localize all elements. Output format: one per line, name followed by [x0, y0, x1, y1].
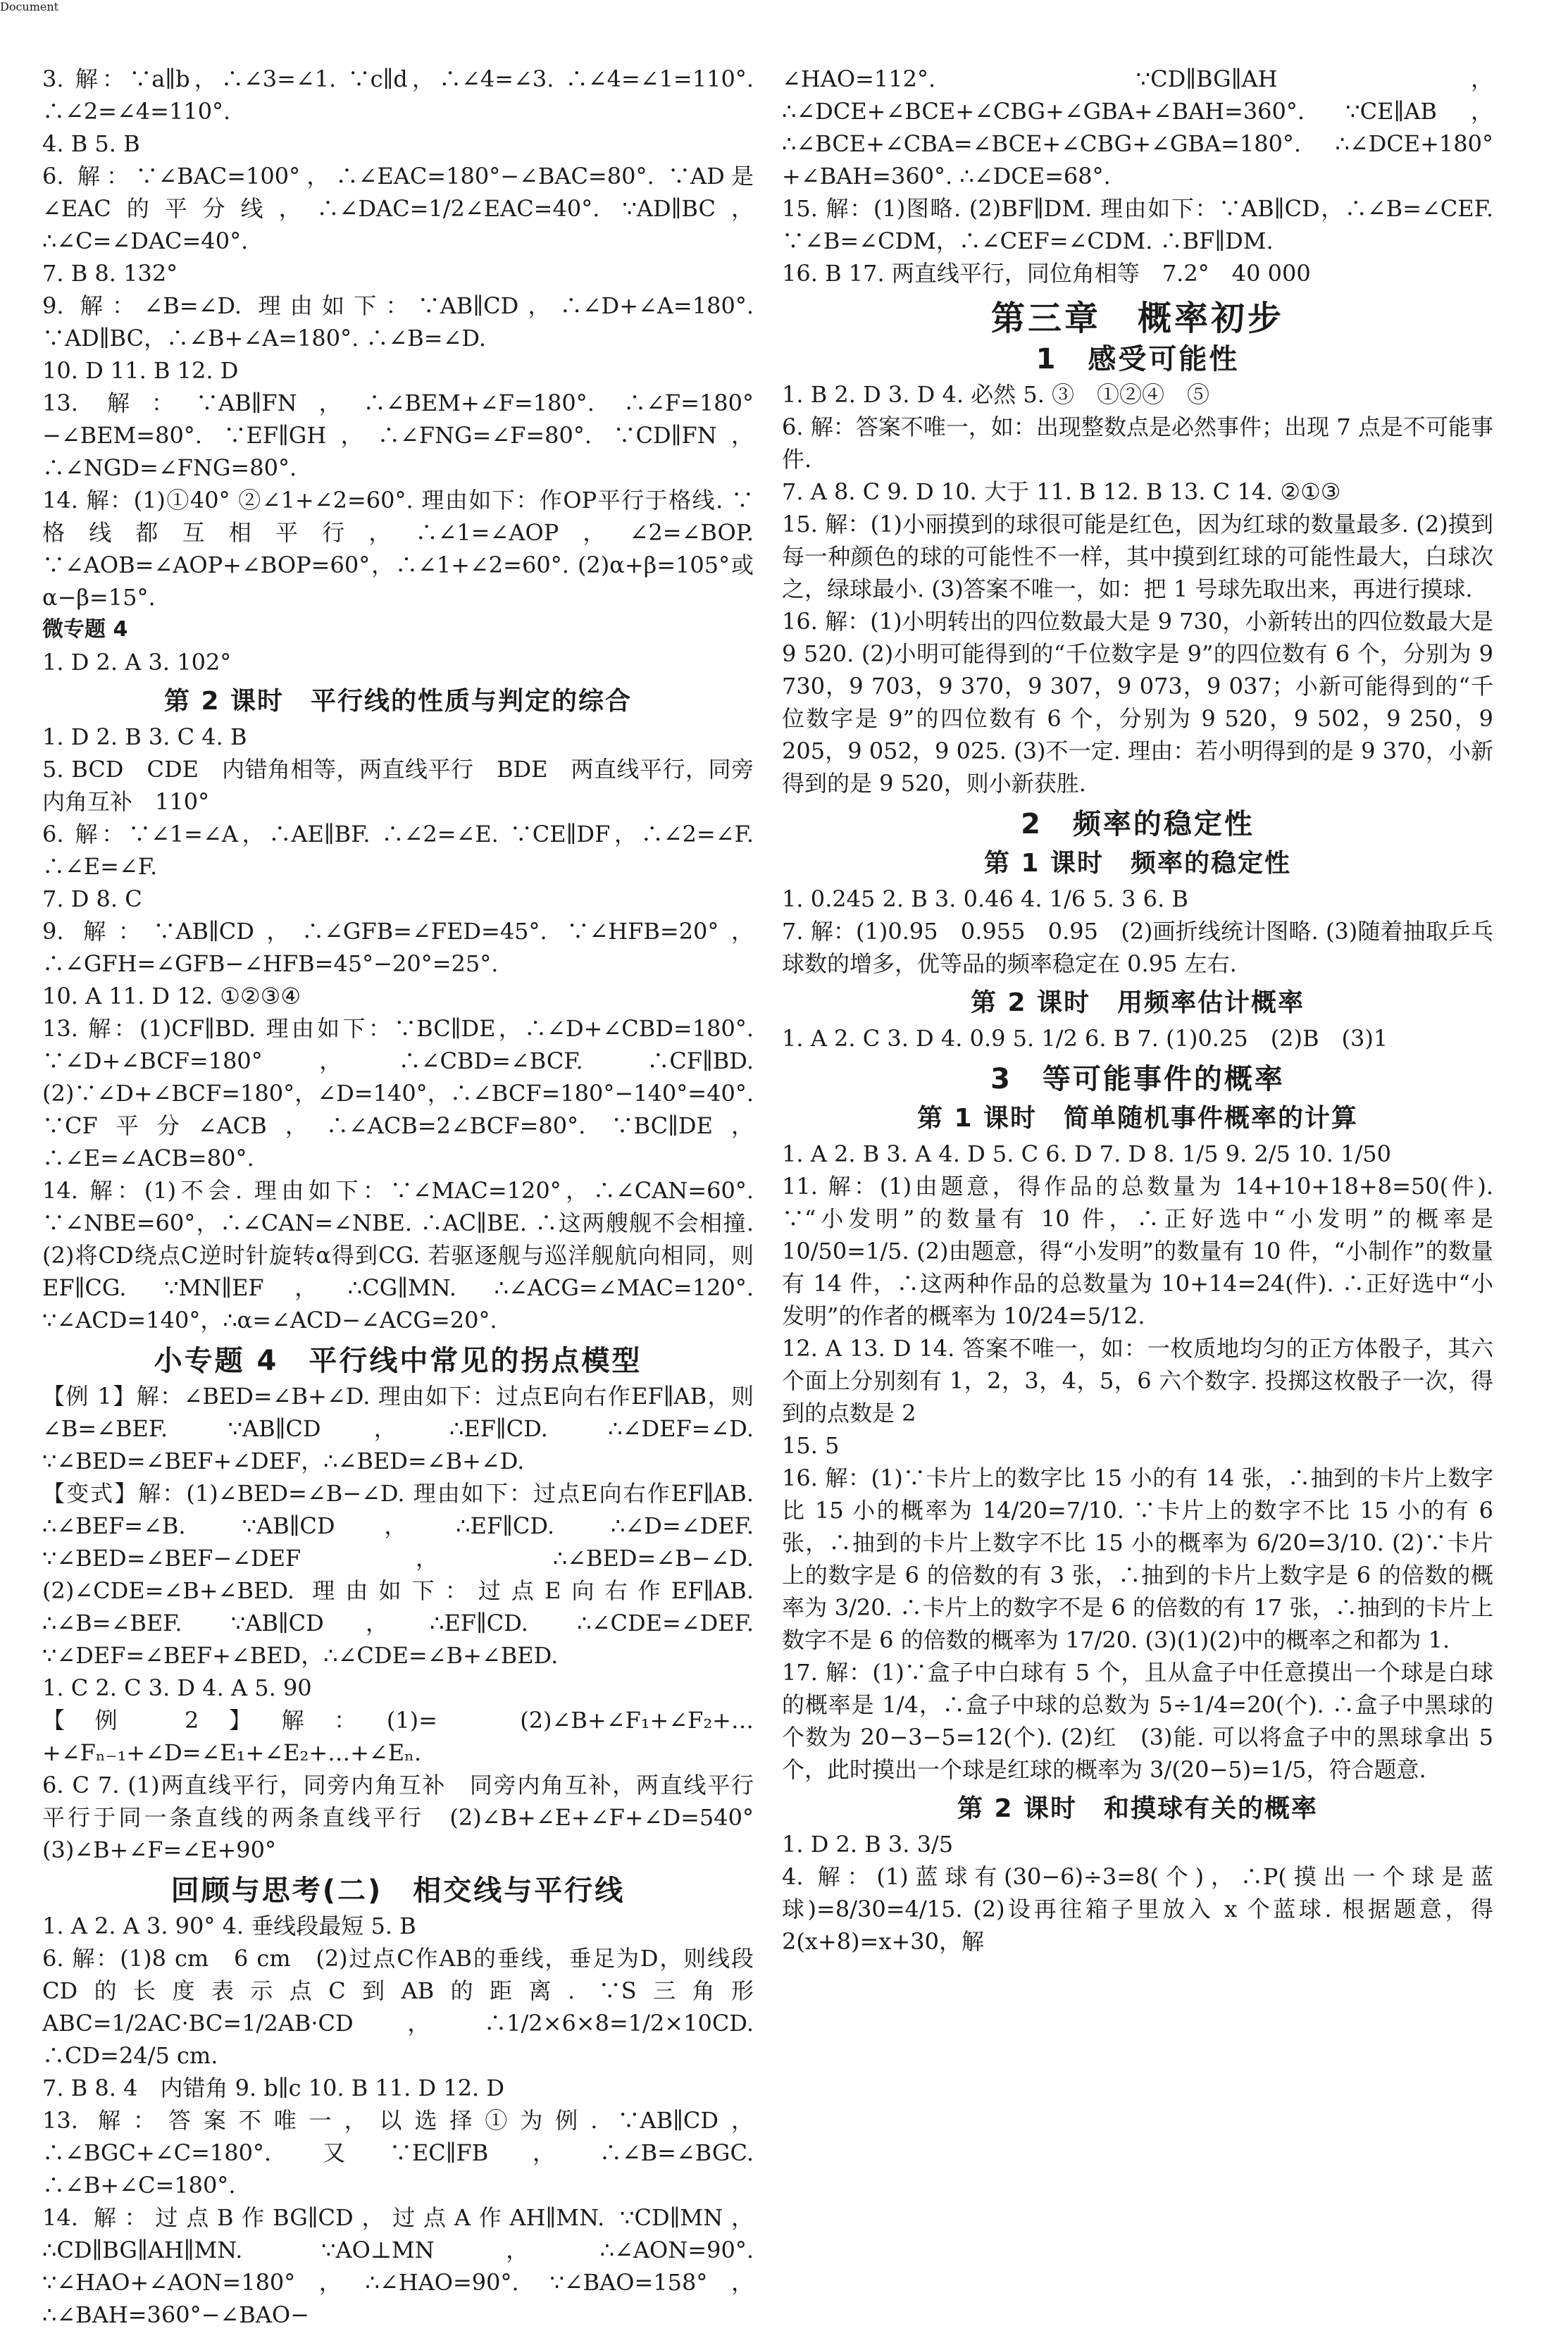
- section-heading: 第 2 课时 和摸球有关的概率: [957, 1794, 1319, 1823]
- answer-paragraph: 6. 解：∵∠1=∠A，∴AE∥BF. ∴∠2=∠E. ∵CE∥DF，∴∠2=∠F. ∴∠E=∠F.: [42, 821, 754, 880]
- answer-paragraph: 17. 解：(1)∵盒子中白球有 5 个，且从盒子中任意摸出一个球是白球的概率是 1/4，∴盒子中球的总数为 5÷1/4=20(个). ∴盒子中黑球的个数为 20−3−5=12(个). (2)红 (3)能. 可以将盒子中的黑球拿出 5 个，此时摸出一个球是红球的概率为 3/(20−5)=1/5，符合题意.: [782, 1659, 1493, 1783]
- answer-paragraph: 9. 解：∠B=∠D. 理由如下：∵AB∥CD，∴∠D+∠A=180°. ∵AD∥BC，∴∠B+∠A=180°. ∴∠B=∠D.: [42, 292, 754, 352]
- right-column: [782, 63, 1493, 1958]
- answer-paragraph: 1. A 2. C 3. D 4. 0.9 5. 1/2 6. B 7. (1)0.25 (2)B (3)1: [782, 1025, 1388, 1052]
- answer-paragraph: 16. B 17. 两直线平行，同位角相等 7.2° 40 000: [782, 260, 1311, 287]
- answer-paragraph: 6. C 7. (1)两直线平行，同旁内角互补 同旁内角互补，两直线平行 平行于同一条直线的两条直线平行 (2)∠B+∠E+∠F+∠D=540° (3)∠B+∠F=∠E+90°: [42, 1772, 777, 1863]
- answer-paragraph: 12. A 13. D 14. 答案不唯一，如：一枚质地均匀的正方体骰子，其六个面上分别刻有 1，2，3，4，5，6 六个数字. 投掷这枚骰子一次，得到的点数是 2: [782, 1335, 1493, 1426]
- answer-paragraph: 7. A 8. C 9. D 10. 大于 11. B 12. B 13. C 14. ②①③: [782, 478, 1341, 505]
- answer-paragraph: 14. 解：(1)不会. 理由如下：∵∠MAC=120°，∴∠CAN=60°. ∵∠NBE=60°，∴∠CAN=∠NBE. ∴AC∥BE. ∴这两艘舰不会相撞. (2)将CD绕点C逆时针旋转α得到CG. 若驱逐舰与巡洋舰航向相同，则EF∥CG. ∵MN∥EF，∴CG∥MN. ∴∠ACG=∠MAC=120°. ∵∠ACD=140°，∴α=∠ACD−∠ACG=20°.: [42, 1177, 754, 1334]
- section-heading: 第 1 课时 频率的稳定性: [983, 849, 1292, 878]
- answer-paragraph: 15. 解：(1)小丽摸到的球很可能是红色，因为红球的数量最多. (2)摸到每一种颜色的球的可能性不一样，其中摸到红球的可能性最大，白球次之，绿球最小. (3)答案不唯一，如：把 1 号球先取出来，再进行摸球.: [782, 511, 1493, 602]
- answer-paragraph: 5. BCD CDE 内错角相等，两直线平行 BDE 两直线平行，同旁内角互补 110°: [42, 756, 754, 815]
- answer-paragraph: 6. 解：答案不唯一，如：出现整数点是必然事件；出现 7 点是不可能事件.: [782, 414, 1493, 473]
- section-heading: 1 感受可能性: [1035, 343, 1240, 375]
- answer-paragraph: 1. A 2. A 3. 90° 4. 垂线段最短 5. B: [42, 1913, 416, 1939]
- section-heading: 第 2 课时 平行线的性质与判定的综合: [163, 687, 633, 716]
- answer-paragraph: 【变式】解：(1)∠BED=∠B−∠D. 理由如下：过点E向右作EF∥AB. ∴∠BEF=∠B. ∵AB∥CD，∴EF∥CD. ∴∠D=∠DEF. ∵∠BED=∠BEF−∠DEF，∴∠BED=∠B−∠D. (2)∠CDE=∠B+∠BED. 理由如下：过点E向右作EF∥AB. ∴∠B=∠BEF. ∵AB∥CD，∴EF∥CD. ∴∠CDE=∠DEF. ∵∠DEF=∠BEF+∠BED，∴∠CDE=∠B+∠BED.: [42, 1480, 754, 1669]
- answer-paragraph: 13. 解：∵AB∥FN，∴∠BEM+∠F=180°. ∴∠F=180°−∠BEM=80°. ∵EF∥GH，∴∠FNG=∠F=80°. ∵CD∥FN，∴∠NGD=∠FNG=80°.: [42, 390, 754, 481]
- answer-paragraph: 14. 解：(1)①40° ②∠1+∠2=60°. 理由如下：作OP平行于格线. ∵格线都互相平行，∴∠1=∠AOP，∠2=∠BOP. ∵∠AOB=∠AOP+∠BOP=60°，∴∠1+∠2=60°. (2)α+β=105°或α−β=15°.: [42, 487, 754, 611]
- section-heading: 第 1 课时 简单随机事件概率的计算: [916, 1104, 1359, 1133]
- answer-paragraph: 9. 解：∵AB∥CD，∴∠GFB=∠FED=45°. ∵∠HFB=20°，∴∠GFH=∠GFB−∠HFB=45°−20°=25°.: [42, 918, 754, 977]
- answer-paragraph: ∠HAO=112°. ∵CD∥BG∥AH，∴∠DCE+∠BCE+∠CBG+∠GBA+∠BAH=360°. ∵CE∥AB，∴∠BCE+∠CBA=∠BCE+∠CBG+∠GBA=180°. ∴∠DCE+180°+∠BAH=360°. ∴∠DCE=68°.: [782, 66, 1493, 189]
- answer-paragraph: 11. 解：(1)由题意，得作品的总数量为 14+10+18+8=50(件). ∵“小发明”的数量有 10 件，∴正好选中“小发明”的概率是 10/50=1/5. (2)由题意，得“小发明”的数量有 10 件，“小制作”的数量有 14 件，∴这两种作品的总数量为 10+14=24(件). ∴正好选中“小发明”的作者的概率为 10/24=5/12.: [782, 1173, 1493, 1329]
- answer-paragraph: 7. D 8. C: [42, 885, 142, 912]
- section-heading: 回顾与思考(二) 相交线与平行线: [170, 1875, 626, 1907]
- section-heading: 2 频率的稳定性: [1021, 808, 1255, 840]
- answer-paragraph: 6. 解：(1)8 cm 6 cm (2)过点C作AB的垂线，垂足为D，则线段CD的长度表示点C到AB的距离. ∵S三角形ABC=1/2AC·BC=1/2AB·CD，∴1/2×6×8=1/2×10CD. ∴CD=24/5 cm.: [42, 1945, 754, 2069]
- answer-paragraph: 1. B 2. D 3. D 4. 必然 5. ③ ①②④ ⑤: [782, 381, 1210, 408]
- answer-paragraph: 4. B 5. B: [42, 130, 140, 157]
- answer-paragraph: 13. 解：(1)CF∥BD. 理由如下：∵BC∥DE，∴∠D+∠CBD=180°. ∵∠D+∠BCF=180°，∴∠CBD=∠BCF. ∴CF∥BD. (2)∵∠D+∠BCF=180°，∠D=140°，∴∠BCF=180°−140°=40°. ∵CF平分∠ACB，∴∠ACB=2∠BCF=80°. ∵BC∥DE，∴∠E=∠ACB=80°.: [42, 1015, 754, 1171]
- section-heading: 第 2 课时 用频率估计概率: [970, 988, 1305, 1017]
- answer-paragraph: 6. 解：∵∠BAC=100°，∴∠EAC=180°−∠BAC=80°. ∵AD是∠EAC的平分线，∴∠DAC=1/2∠EAC=40°. ∵AD∥BC，∴∠C=∠DAC=40°.: [42, 163, 754, 254]
- section-heading: 第三章 概率初步: [990, 299, 1284, 338]
- answer-paragraph: 7. B 8. 4 内错角 9. b∥c 10. B 11. D 12. D: [42, 2075, 505, 2101]
- section-label: 微专题 4: [42, 617, 128, 642]
- answer-paragraph: 7. 解：(1)0.95 0.955 0.95 (2)画折线统计图略. (3)随着抽取乒乓球数的增多，优等品的频率稳定在 0.95 左右.: [782, 918, 1493, 977]
- answer-paragraph: 1. D 2. B 3. C 4. B: [42, 723, 247, 750]
- answer-paragraph: 13. 解：答案不唯一，以选择①为例. ∵AB∥CD，∴∠BGC+∠C=180°. 又∵EC∥FB，∴∠B=∠BGC. ∴∠B+∠C=180°.: [42, 2107, 754, 2199]
- section-heading: 小专题 4 平行线中常见的拐点模型: [154, 1345, 642, 1377]
- answer-key-page: [0, 13, 1568, 2328]
- left-column: [42, 63, 777, 2331]
- answer-paragraph: 16. 解：(1)小明转出的四位数最大是 9 730，小新转出的四位数最大是 9 520. (2)小明可能得到的“千位数字是 9”的四位数有 6 个，分别为 9 730，9 703，9 370，9 307，9 073，9 037；小新可能得到的“千位数字是 9”的四位数有 6 个，分别为 9 520，9 502，9 250，9 205，9 052，9 025. (3)不一定. 理由：若小明得到的是 9 370，小新得到的是 9 520，则小新获胜.: [782, 608, 1493, 797]
- answer-paragraph: 1. D 2. A 3. 102°: [42, 649, 232, 676]
- answer-paragraph: 4. 解：(1)蓝球有(30−6)÷3=8(个)，∴P(摸出一个球是蓝球)=8/30=4/15. (2)设再往箱子里放入 x 个蓝球. 根据题意，得 2(x+8)=x+30，解: [782, 1863, 1493, 1955]
- section-heading: 3 等可能事件的概率: [990, 1063, 1285, 1095]
- answer-paragraph: 1. D 2. B 3. 3/5: [782, 1831, 954, 1858]
- answer-paragraph: 7. B 8. 132°: [42, 260, 178, 287]
- answer-paragraph: 1. 0.245 2. B 3. 0.46 4. 1/6 5. 3 6. B: [782, 885, 1188, 912]
- answer-paragraph: 10. D 11. B 12. D: [42, 357, 239, 384]
- answer-paragraph: 【例 1】解：∠BED=∠B+∠D. 理由如下：过点E向右作EF∥AB，则∠B=∠BEF. ∵AB∥CD，∴EF∥CD. ∴∠DEF=∠D. ∵∠BED=∠BEF+∠DEF，∴∠BED=∠B+∠D.: [42, 1383, 754, 1474]
- answer-paragraph: 1. C 2. C 3. D 4. A 5. 90: [42, 1674, 312, 1701]
- answer-paragraph: 14. 解：过点B作BG∥CD，过点A作AH∥MN. ∵CD∥MN，∴CD∥BG∥AH∥MN. ∵AO⊥MN，∴∠AON=90°. ∵∠HAO+∠AON=180°，∴∠HAO=90°. ∵∠BAO=158°，∴∠BAH=360°−∠BAO−: [42, 2204, 754, 2328]
- answer-paragraph: 15. 5: [782, 1432, 840, 1459]
- answer-paragraph: 16. 解：(1)∵卡片上的数字比 15 小的有 14 张，∴抽到的卡片上数字比 15 小的概率为 14/20=7/10. ∵卡片上的数字不比 15 小的有 6 张，∴抽到的卡片上数字不比 15 小的概率为 6/20=3/10. (2)∵卡片上的数字是 6 的倍数的有 3 张，∴抽到的卡片上数字是 6 的倍数的概率为 3/20. ∴卡片上的数字不是 6 的倍数的有 17 张，∴抽到的卡片上数字不是 6 的倍数的概率为 17/20. (3)(1)(2)中的概率之和都为 1.: [782, 1465, 1493, 1653]
- answer-paragraph: 15. 解：(1)图略. (2)BF∥DM. 理由如下：∵AB∥CD，∴∠B=∠CEF. ∵∠B=∠CDM，∴∠CEF=∠CDM. ∴BF∥DM.: [782, 195, 1493, 254]
- answer-paragraph: 10. A 11. D 12. ①②③④: [42, 983, 301, 1009]
- answer-paragraph: 3. 解：∵a∥b，∴∠3=∠1. ∵c∥d，∴∠4=∠3. ∴∠4=∠1=110°. ∴∠2=∠4=110°.: [42, 66, 754, 125]
- answer-paragraph: 【例 2】解：(1)= (2)∠B+∠F₁+∠F₂+…+∠Fₙ₋₁+∠D=∠E₁+∠E₂+…+∠Eₙ.: [42, 1707, 754, 1766]
- answer-paragraph: 1. A 2. B 3. A 4. D 5. C 6. D 7. D 8. 1/5 9. 2/5 10. 1/50: [782, 1140, 1391, 1167]
